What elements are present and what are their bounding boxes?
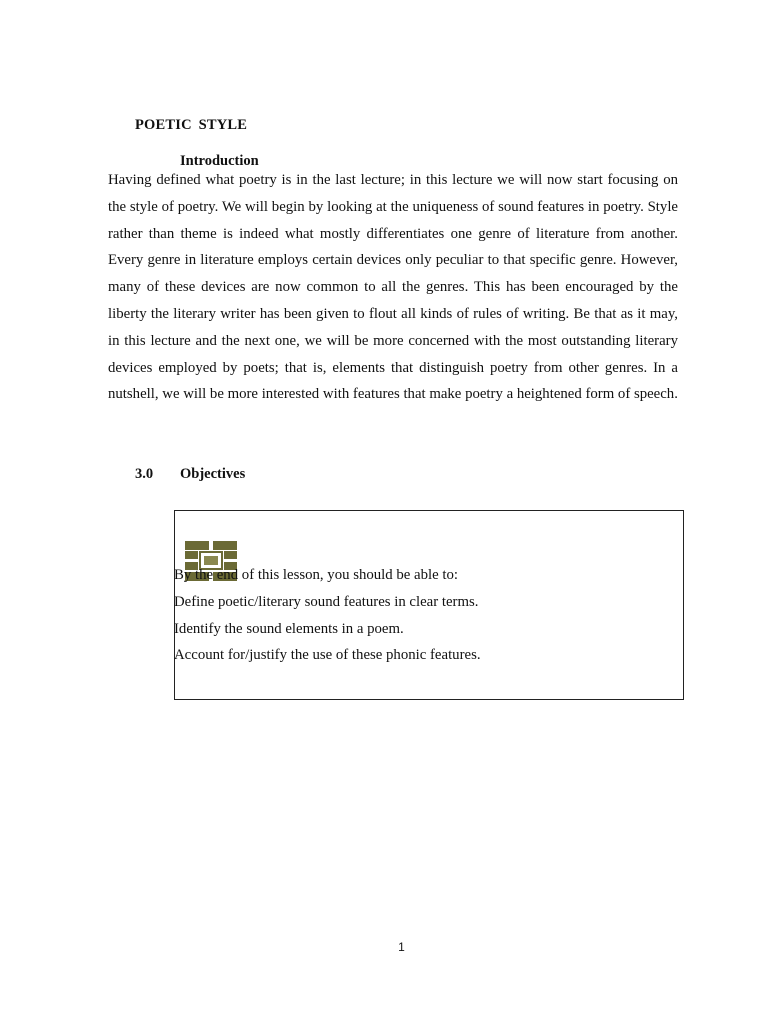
objectives-section-number: 3.0 bbox=[135, 466, 154, 482]
introduction-heading: Introduction bbox=[180, 153, 259, 169]
document-title: POETIC STYLE bbox=[135, 117, 248, 133]
objective-item: Define poetic/literary sound features in clear terms. bbox=[174, 593, 479, 610]
objectives-section-title: Objectives bbox=[180, 466, 246, 482]
introduction-paragraph: Having defined what poetry is in the last lecture; in this lecture we will now start focusing on the style of poetry. We will begin by looking at the uniqueness of sound features in poetry. Style rather than theme is indeed what mostly differentiates one genre of literature from another. Every genre in literature employs certain devices only peculiar to that specific genre. However, many of these devices are now common to all the genres. This has been encouraged by the liberty the literary writer has been given to flout all kinds of rules of writing. Be that as it may, in this lecture and the next one, we will be more concerned with the most outstanding literary devices employed by poets; that is, elements that distinguish poetry from other genres. In a nutshell, we will be more interested with features that make poetry a heightened form of speech. bbox=[108, 172, 678, 403]
page-number: 1 bbox=[398, 940, 405, 954]
objective-item: By the end of this lesson, you should be able to: bbox=[174, 567, 458, 583]
objective-item: Account for/justify the use of these phonic features. bbox=[174, 647, 481, 664]
objectives-list bbox=[174, 562, 481, 669]
objective-item: Identify the sound elements in a poem. bbox=[174, 620, 404, 637]
